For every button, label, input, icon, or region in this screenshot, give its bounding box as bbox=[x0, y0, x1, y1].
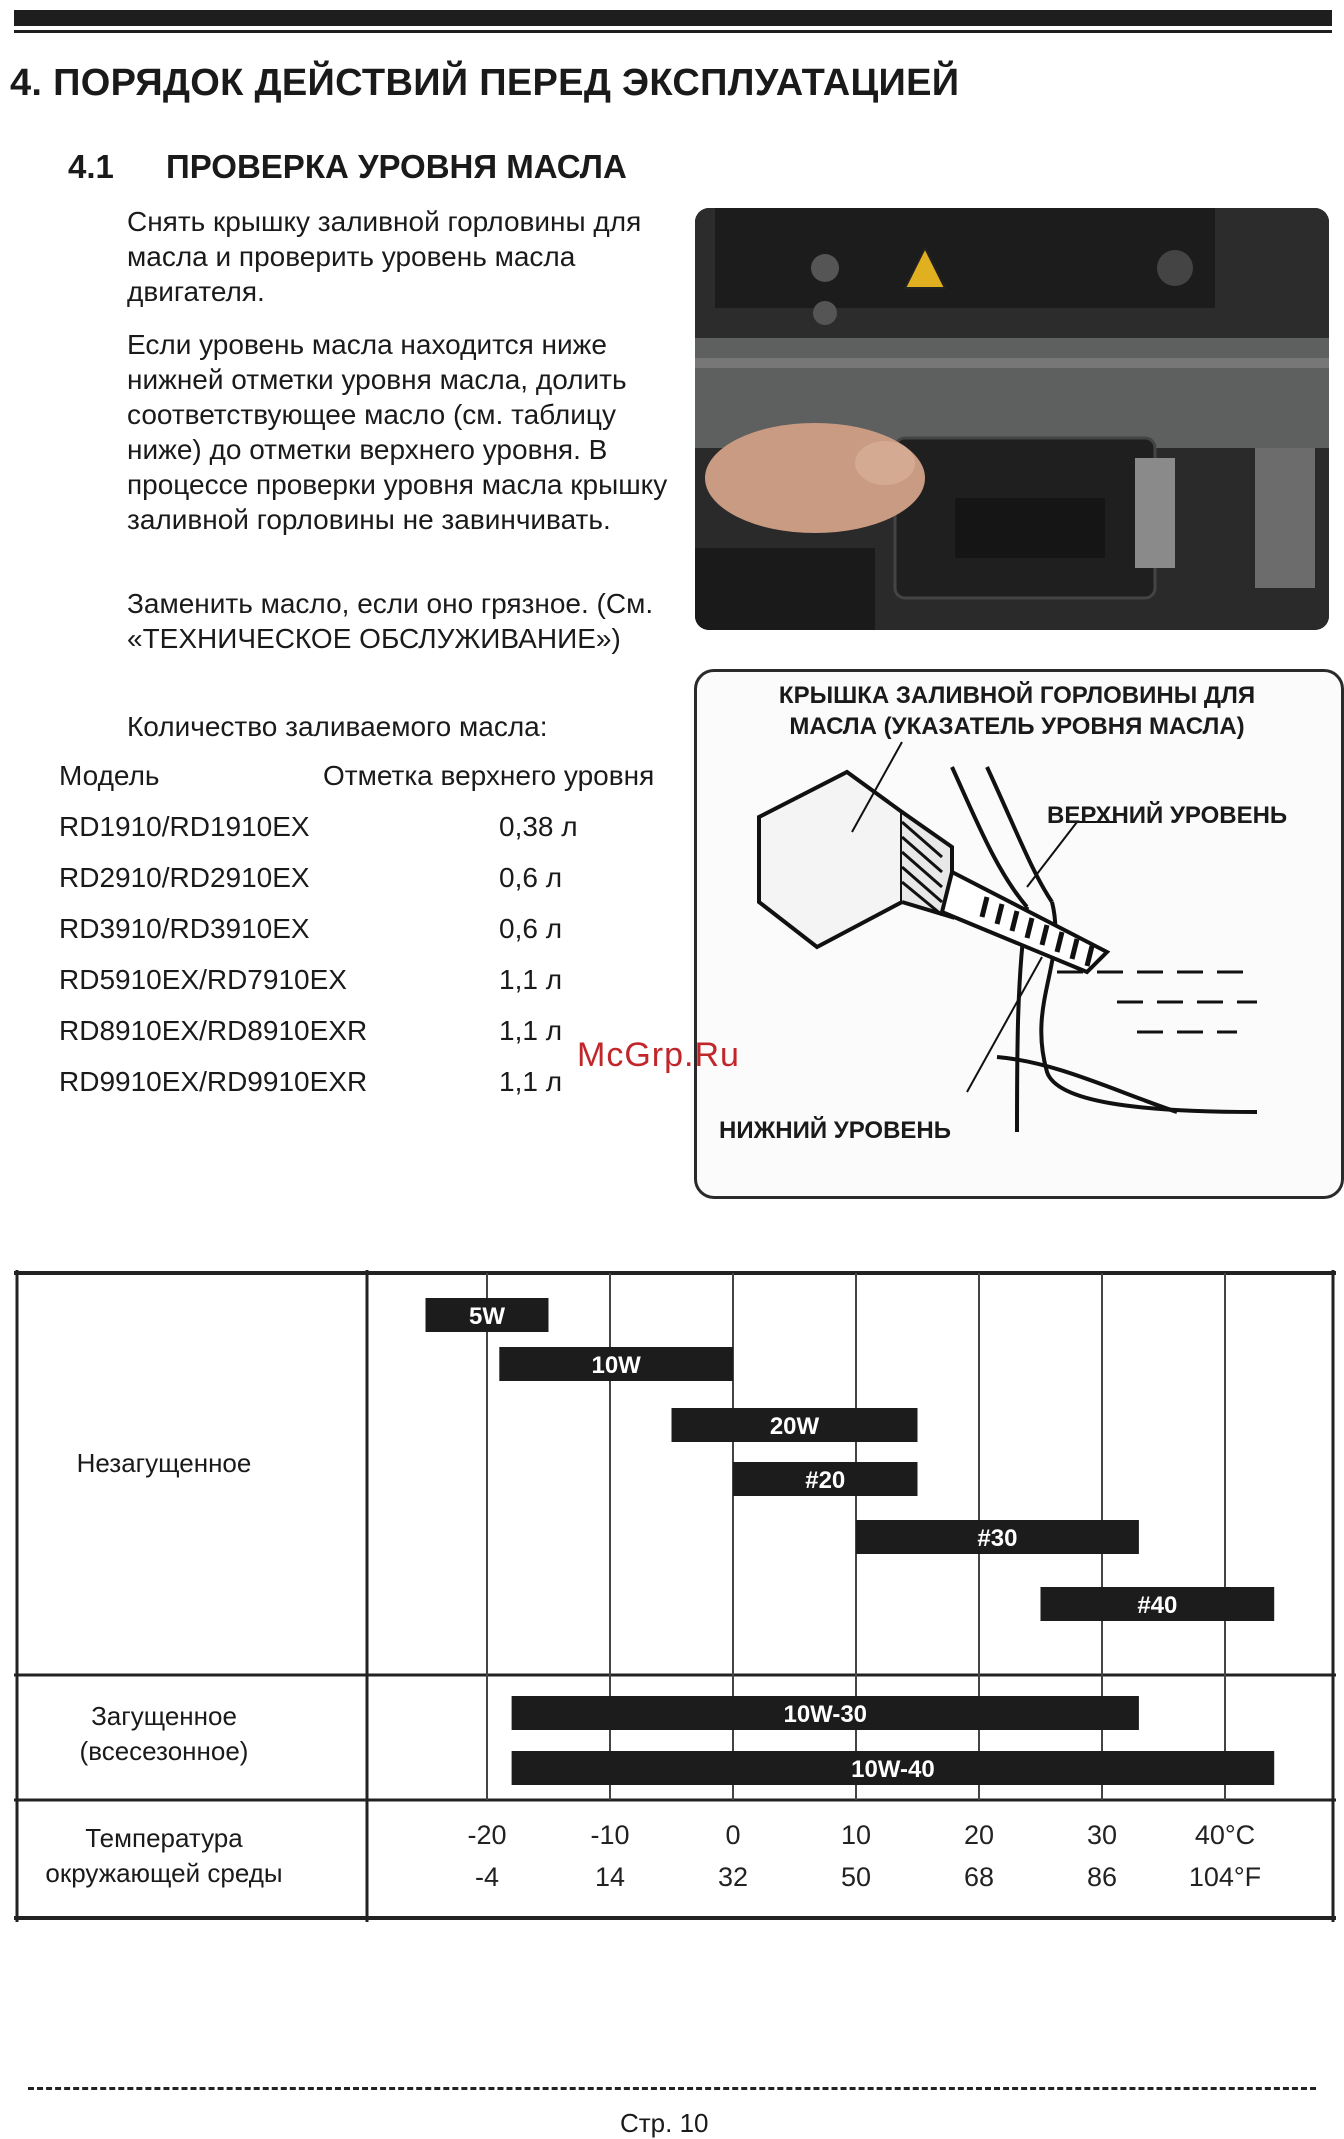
cap-label bbox=[737, 680, 1297, 742]
x-tick-fahrenheit: 68 bbox=[963, 1862, 995, 1892]
instruction-paragraph: Если уровень масла находится ниже нижней отметки уровня масла, долить соответствующее масло (см. таблицу ниже) до отметки верхнего уровня. В процессе проверки уровня масла крышку заливной горловины не завинчивать. bbox=[127, 329, 668, 535]
oil-table-model: RD3910/RD3910EX bbox=[59, 913, 310, 944]
oil-bar-label: 10W bbox=[591, 1352, 641, 1379]
oil-bar-label: 10W-30 bbox=[783, 1701, 868, 1728]
group-label-multigrade-line1: Загущенное bbox=[91, 1701, 237, 1731]
oil-bar-10w-40 bbox=[512, 1751, 1275, 1785]
x-tick-celsius: -20 bbox=[467, 1820, 507, 1850]
x-tick-celsius: 30 bbox=[1086, 1820, 1118, 1850]
x-tick-fahrenheit: 104°F bbox=[1188, 1862, 1262, 1892]
x-tick-celsius: 40°C bbox=[1194, 1820, 1256, 1850]
oil-table-volume: 0,6 л bbox=[499, 913, 563, 944]
section-title: ПРОВЕРКА УРОВНЯ МАСЛА bbox=[166, 148, 627, 185]
oil-table-volume: 1,1 л bbox=[499, 964, 563, 995]
cap-label-line1: КРЫШКА ЗАЛИВНОЙ ГОРЛОВИНЫ ДЛЯ bbox=[778, 682, 1256, 709]
x-tick-celsius: 10 bbox=[840, 1820, 872, 1850]
lower-level-label: НИЖНИЙ УРОВЕНЬ bbox=[719, 1117, 951, 1144]
oil-table-row bbox=[59, 964, 563, 996]
oil-bar-10w bbox=[499, 1347, 733, 1381]
oil-table-volume: 0,6 л bbox=[499, 862, 563, 893]
upper-level-label: ВЕРХНИЙ УРОВЕНЬ bbox=[1047, 802, 1288, 829]
x-axis-title-line2: окружающей среды bbox=[45, 1858, 283, 1888]
oil-bar-20w bbox=[672, 1408, 918, 1442]
x-tick-fahrenheit: 14 bbox=[594, 1862, 626, 1892]
oil-viscosity-chart-svg bbox=[14, 1270, 1336, 1922]
oil-bar-label: 20W bbox=[769, 1413, 820, 1440]
oil-bar-5w bbox=[426, 1298, 549, 1332]
x-tick-celsius: -10 bbox=[590, 1820, 630, 1850]
oil-table-model: RD2910/RD2910EX bbox=[59, 862, 310, 893]
oil-bar-label: #30 bbox=[977, 1525, 1018, 1552]
oil-table-volume: 1,1 л bbox=[499, 1015, 563, 1046]
oil-table-model: RD9910EX/RD9910EXR bbox=[59, 1066, 368, 1097]
instruction-paragraph: Заменить масло, если оно грязное. (См. «ТЕХНИЧЕСКОЕ ОБСЛУЖИВАНИЕ») bbox=[127, 588, 654, 654]
oil-table-row bbox=[59, 913, 563, 945]
oil-bar-label: 5W bbox=[469, 1303, 505, 1330]
x-tick-celsius: 0 bbox=[725, 1820, 741, 1850]
oil-table-header bbox=[59, 760, 655, 792]
oil-table-row bbox=[59, 811, 578, 843]
oil-table-volume: 1,1 л bbox=[499, 1066, 563, 1097]
oil-bar-label: 10W-40 bbox=[851, 1756, 935, 1783]
oil-bar-n30 bbox=[856, 1520, 1139, 1554]
footer-divider bbox=[28, 2087, 1316, 2090]
oil-table-row bbox=[59, 1066, 563, 1098]
top-rule bbox=[14, 10, 1332, 26]
x-axis-title-line1: Температура bbox=[85, 1823, 243, 1853]
oil-bar-label: #40 bbox=[1137, 1592, 1178, 1619]
top-rule-thin bbox=[14, 30, 1332, 33]
oil-bar-label: #20 bbox=[805, 1467, 846, 1494]
oil-table-model: RD1910/RD1910EX bbox=[59, 811, 310, 842]
x-tick-fahrenheit: 86 bbox=[1086, 1862, 1118, 1892]
oil-table-model: RD5910EX/RD7910EX bbox=[59, 964, 347, 995]
oil-bar-n20 bbox=[733, 1462, 918, 1496]
oil-table-header-model: Модель bbox=[59, 760, 160, 791]
group-label-multigrade-line2: (всесезонное) bbox=[79, 1736, 249, 1766]
dipstick-diagram bbox=[694, 669, 1344, 1199]
oil-viscosity-chart bbox=[14, 1270, 1336, 1922]
section-number: 4.1 bbox=[68, 148, 114, 185]
oil-bar-10w-30 bbox=[512, 1696, 1139, 1730]
generator-photo bbox=[695, 208, 1329, 630]
x-tick-fahrenheit: 32 bbox=[717, 1862, 749, 1892]
page-number: Стр. 10 bbox=[620, 2108, 709, 2138]
x-tick-celsius: 20 bbox=[963, 1820, 995, 1850]
page-title: 4. ПОРЯДОК ДЕЙСТВИЙ ПЕРЕД ЭКСПЛУАТАЦИЕЙ bbox=[10, 62, 960, 104]
group-label-nonmultigrade: Незагущенное bbox=[76, 1448, 252, 1478]
oil-table-volume: 0,38 л bbox=[499, 811, 578, 842]
cap-label-line2: МАСЛА (УКАЗАТЕЛЬ УРОВНЯ МАСЛА) bbox=[789, 713, 1245, 740]
oil-table-model: RD8910EX/RD8910EXR bbox=[59, 1015, 368, 1046]
oil-bar-n40 bbox=[1041, 1587, 1275, 1621]
oil-table-row bbox=[59, 1015, 563, 1047]
x-tick-fahrenheit: -4 bbox=[474, 1862, 500, 1892]
x-tick-fahrenheit: 50 bbox=[840, 1862, 872, 1892]
instruction-paragraph: Снять крышку заливной горловины для масла и проверить уровень масла двигателя. bbox=[127, 206, 642, 307]
oil-quantity-intro: Количество заливаемого масла: bbox=[127, 711, 548, 742]
watermark: McGrp.Ru bbox=[577, 1036, 740, 1074]
oil-table-header-volume: Отметка верхнего уровня bbox=[323, 760, 655, 791]
oil-table-row bbox=[59, 862, 563, 894]
